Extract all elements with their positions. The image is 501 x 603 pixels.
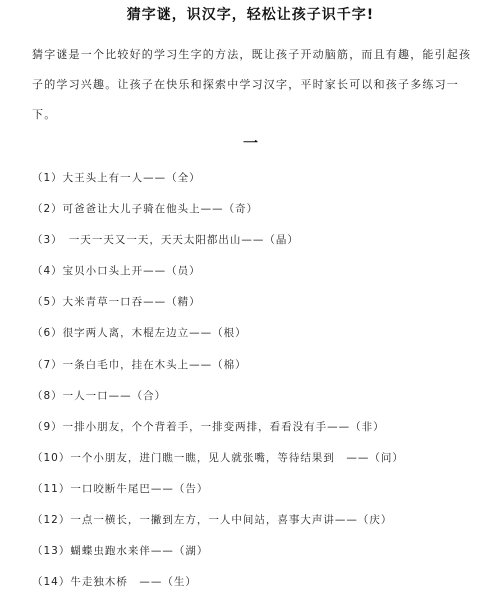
riddle-item: （10）一个小朋友，进门瞧一瞧，见人就张嘴，等待结果到 ——（问） [32, 451, 404, 464]
riddle-item: （3） 一天一天又一天，天天太阳都出山——（晶） [32, 234, 299, 247]
riddle-item: （7）一条白毛巾，挂在木头上——（棉） [32, 358, 247, 371]
riddle-item: （6）很字两人离，木棍左边立——（根） [32, 327, 247, 340]
riddle-item: （2）可爸爸让大儿子骑在他头上——（奇） [32, 203, 259, 216]
riddle-item: （12）一点一横长，一撇到左方，一人中间站，喜事大声讲——（庆） [32, 514, 393, 527]
riddle-item: （11）一口咬断牛尾巴——（告） [32, 482, 209, 495]
article-title: 猜字谜，识汉字，轻松让孩子识千字! [126, 7, 375, 23]
riddle-item: （1）大王头上有一人——（全） [32, 172, 201, 184]
riddle-item: （9）一排小朋友，个个背着手，一排变两排，看看没有手——（非） [32, 420, 385, 433]
riddle-item: （8）一人一口——（合） [32, 389, 167, 402]
riddle-item: （5）大米青草一口吞——（精） [32, 296, 201, 309]
riddle-item: （13）蝴蝶虫跑水来伴——（湖） [32, 545, 209, 558]
riddle-item: （4）宝贝小口头上开——（员） [32, 265, 201, 278]
riddle-list [32, 168, 487, 603]
section-number: 一 [242, 134, 258, 152]
intro-paragraph: 猜字谜是一个比较好的学习生字的方法，既让孩子开动脑筋，而且有趣，能引起孩子的学习兴趣。让孩子在快乐和探索中学习汉字，平时家长可以和孩子多练习一下。 [32, 48, 472, 121]
riddle-item: （14）牛走独木桥 ——（生） [32, 576, 197, 589]
